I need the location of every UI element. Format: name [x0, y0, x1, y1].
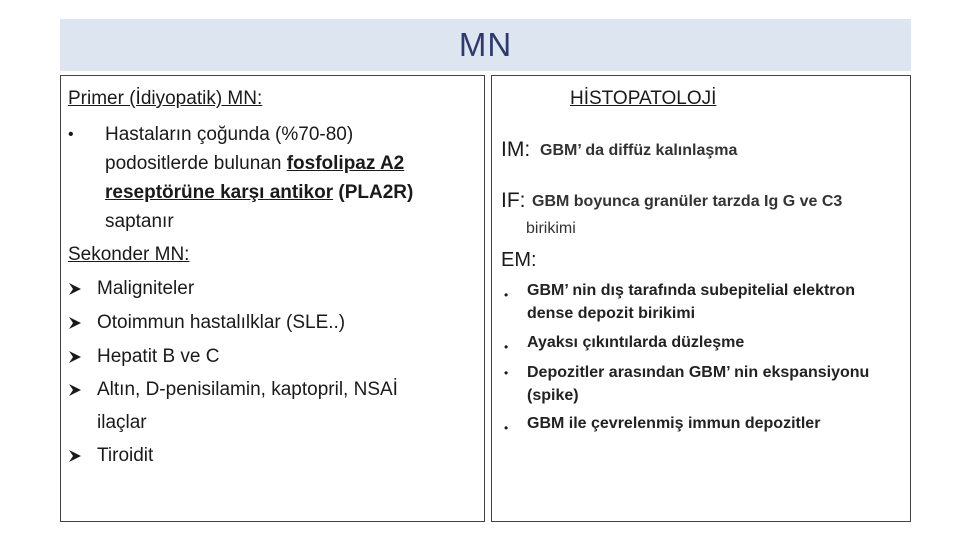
title-bar — [60, 19, 911, 71]
secondary-item-2: Otoimmun hastalılklar (SLE..) — [97, 312, 346, 333]
bullet-line-4: saptanır — [105, 211, 174, 232]
em-bullet-dot: • — [504, 421, 509, 435]
slide-title: MN — [458, 26, 513, 63]
em-bullet-dot: • — [504, 288, 509, 302]
im-text: GBM’ da diffüz kalınlaşma — [540, 142, 738, 159]
em-item-3-cont: (spike) — [527, 387, 579, 404]
em-label: EM: — [501, 249, 537, 271]
secondary-item-5: Tiroidit — [97, 445, 154, 466]
em-item-4: GBM ile çevrelenmiş immun depozitler — [527, 415, 821, 432]
em-item-3: Depozitler arasından GBM’ nin ekspansiyonu — [527, 364, 870, 381]
arrow-bullet-icon — [68, 350, 82, 364]
bullet-line-2: podositlerde bulunan fosfolipaz A2 — [105, 153, 405, 174]
left-panel — [60, 75, 485, 522]
bullet-line-3: reseptörüne karşı antikor (PLA2R) — [105, 182, 414, 203]
secondary-item-4: Altın, D-penisilamin, kaptopril, NSAİ — [97, 379, 398, 400]
im-label: IM: — [501, 138, 531, 161]
secondary-heading: Sekonder MN: — [68, 244, 190, 265]
em-item-1: GBM’ nin dış tarafında subepitelial elektron — [527, 282, 856, 299]
em-bullet-dot: • — [504, 340, 509, 354]
if-label: IF: — [501, 189, 526, 212]
arrow-bullet-icon — [68, 316, 82, 330]
if-text: GBM boyunca granüler tarzda Ig G ve C3 — [532, 193, 843, 210]
em-bullet-dot: • — [504, 366, 509, 380]
em-item-2: Ayaksı çıkıntılarda düzleşme — [527, 334, 745, 351]
secondary-item-1: Maligniteler — [97, 278, 195, 299]
right-panel — [491, 75, 911, 522]
secondary-item-4-cont: ilaçlar — [97, 412, 147, 433]
bullet-dot: • — [68, 126, 74, 143]
if-text-cont: birikimi — [526, 220, 576, 237]
bullet-line-1: Hastaların çoğunda (%70-80) — [105, 124, 354, 145]
histopathology-heading: HİSTOPATOLOJİ — [570, 88, 717, 109]
arrow-bullet-icon — [68, 449, 82, 463]
arrow-bullet-icon — [68, 282, 82, 296]
secondary-item-3: Hepatit B ve C — [97, 346, 220, 367]
primary-heading: Primer (İdiyopatik) MN: — [68, 88, 263, 109]
em-item-1-cont: dense depozit birikimi — [527, 305, 696, 322]
arrow-bullet-icon — [68, 383, 82, 397]
